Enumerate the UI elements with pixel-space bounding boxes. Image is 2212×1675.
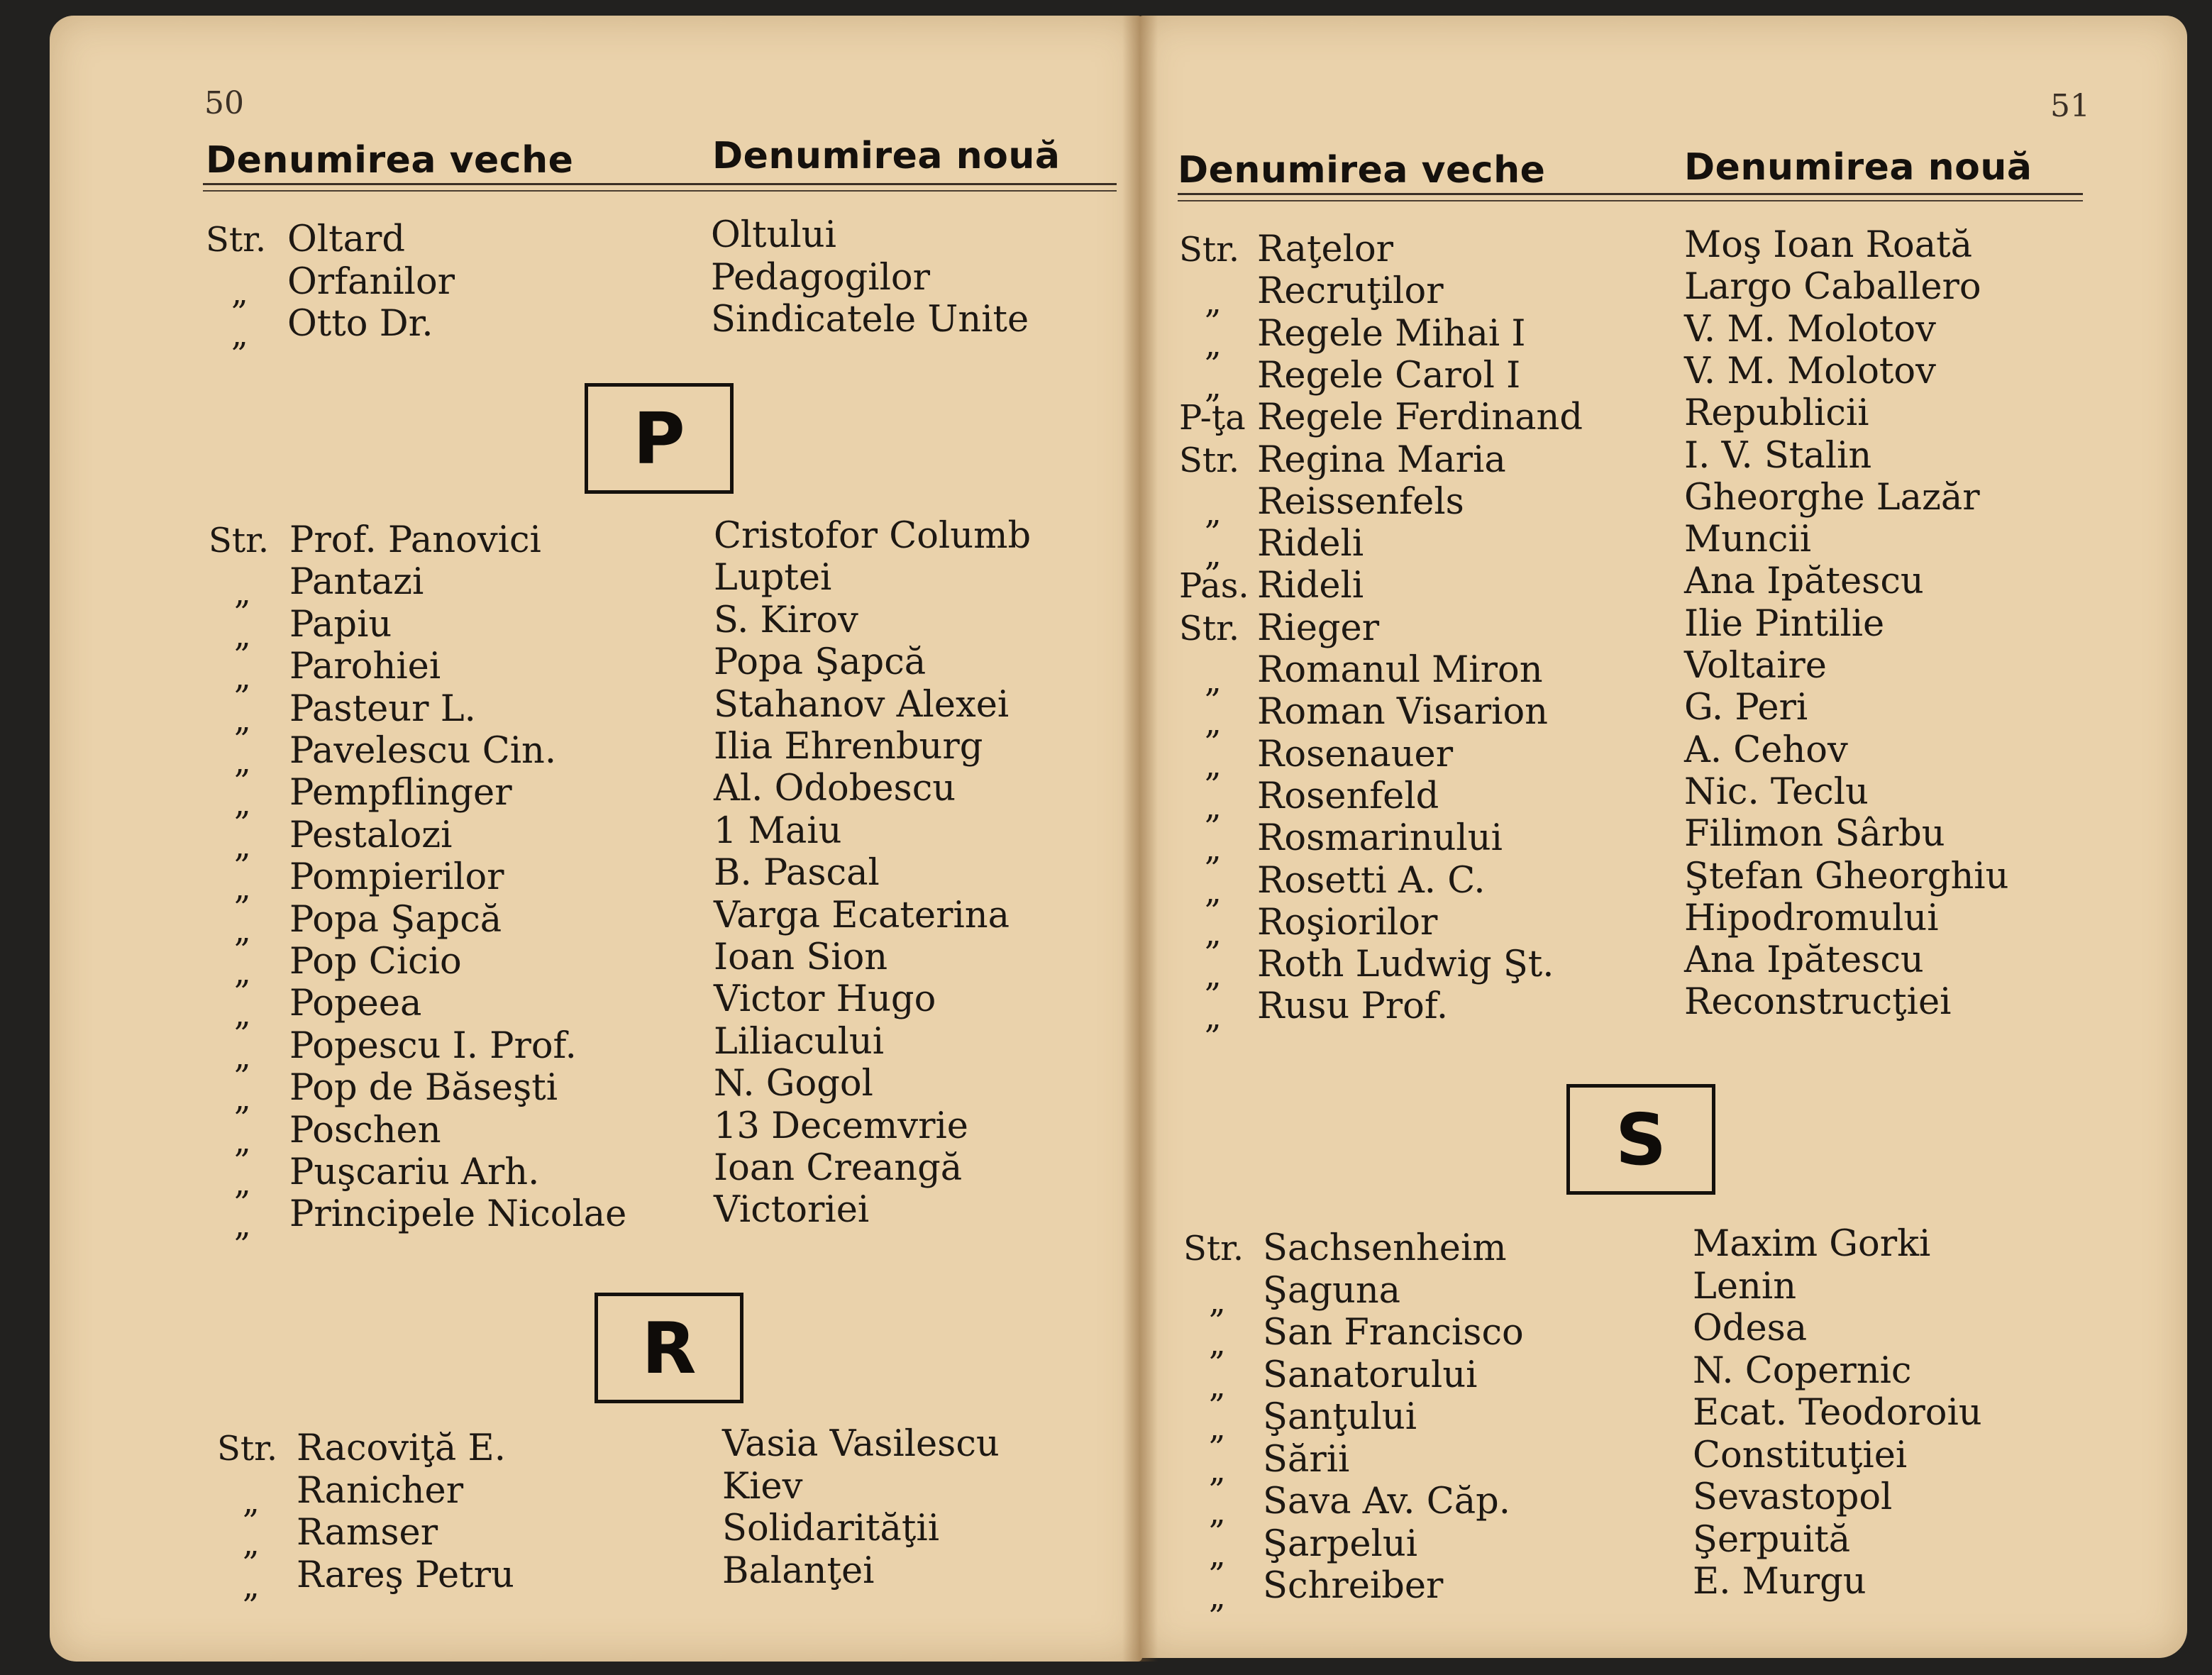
street-type-prefix: Str. — [1179, 608, 1240, 648]
old-street-name: Principele Nicolae — [289, 1193, 627, 1236]
old-street-name: Rareş Petru — [297, 1554, 514, 1596]
old-street-name: Papiu — [289, 603, 392, 646]
street-type-prefix: „ — [234, 826, 251, 865]
new-street-name: V. M. Molotov — [1684, 308, 1936, 350]
old-street-name: San Francisco — [1263, 1312, 1524, 1354]
street-type-prefix: „ — [234, 953, 251, 991]
old-street-name: Oltard — [287, 219, 406, 260]
new-street-name: Odesa — [1693, 1308, 1808, 1349]
letter-heading-p: P — [585, 383, 734, 494]
letter-heading-s: S — [1566, 1084, 1715, 1195]
old-street-name: Roşiorilor — [1257, 901, 1438, 944]
new-street-name: Moş Ioan Roată — [1684, 224, 1973, 266]
old-street-name: Pop de Băseşti — [289, 1067, 558, 1110]
old-street-name: Romanul Miron — [1257, 649, 1543, 691]
street-type-prefix: „ — [234, 995, 251, 1034]
new-street-name: Ecat. Teodoroiu — [1693, 1392, 1982, 1434]
new-street-name: Liliacului — [714, 1020, 885, 1063]
new-street-name: Al. Odobescu — [714, 768, 956, 810]
new-street-name: Victoriei — [714, 1189, 870, 1232]
new-street-name: Nic. Teclu — [1684, 770, 1869, 813]
street-type-prefix: „ — [1205, 535, 1222, 574]
new-street-name: Luptei — [714, 557, 832, 599]
street-type-prefix: „ — [1205, 282, 1222, 321]
old-street-name: Regele Ferdinand — [1257, 397, 1583, 439]
page-number-right: 51 — [2050, 88, 2090, 124]
street-type-prefix: „ — [234, 910, 251, 949]
new-street-name: Solidarităţii — [722, 1508, 940, 1549]
old-street-name: Sava Av. Căp. — [1263, 1481, 1511, 1522]
street-type-prefix: „ — [1205, 661, 1222, 700]
street-type-prefix: „ — [1205, 997, 1222, 1036]
new-street-name: Gheorghe Lazăr — [1684, 476, 1980, 519]
new-street-name: Cristofor Columb — [714, 515, 1032, 557]
old-street-name: Rideli — [1257, 565, 1364, 607]
old-street-name: Prof. Panovici — [289, 519, 541, 561]
street-type-prefix: Str. — [1179, 440, 1240, 480]
old-street-name: Racoviţă E. — [297, 1427, 506, 1469]
old-street-name: Şarpelui — [1263, 1522, 1418, 1565]
new-street-name: S. Kirov — [714, 599, 858, 641]
old-street-name: Schreiber — [1263, 1565, 1444, 1607]
street-type-prefix: „ — [243, 1566, 260, 1605]
street-type-prefix: „ — [1209, 1281, 1226, 1320]
new-street-name: Sevastopol — [1693, 1476, 1893, 1518]
street-type-prefix: „ — [1209, 1324, 1226, 1362]
old-street-name: Rosetti A. C. — [1257, 859, 1486, 902]
new-street-name: Popa Şapcă — [714, 641, 927, 684]
new-street-name: Ştefan Gheorghiu — [1684, 855, 2009, 897]
old-street-name: Pestalozi — [289, 814, 453, 856]
new-street-name: V. M. Molotov — [1684, 350, 1936, 392]
old-street-name: Roth Ludwig Şt. — [1257, 944, 1554, 986]
old-street-name: Sării — [1263, 1438, 1350, 1481]
street-type-prefix: „ — [234, 658, 251, 697]
new-street-name: B. Pascal — [714, 852, 880, 895]
new-street-name: Filimon Sârbu — [1684, 813, 1945, 856]
letter-heading-r: R — [595, 1293, 743, 1403]
old-street-name: Recruţilor — [1257, 270, 1444, 313]
left-header-rule — [203, 183, 1117, 185]
new-street-name: Ioan Sion — [714, 936, 888, 978]
new-street-name: N. Gogol — [714, 1063, 873, 1105]
new-street-name: Reconstrucţiei — [1684, 981, 1952, 1024]
old-street-name: Rosenfeld — [1257, 775, 1439, 817]
page-number-left: 50 — [204, 85, 244, 121]
street-type-prefix: „ — [234, 1036, 251, 1076]
new-street-name: Varga Ecaterina — [714, 894, 1010, 936]
street-type-prefix: „ — [234, 868, 251, 907]
new-street-name: Ana Ipătescu — [1684, 939, 1924, 982]
new-street-name: A. Cehov — [1684, 729, 1848, 771]
street-type-prefix: Pas. — [1179, 566, 1249, 607]
street-type-prefix: „ — [234, 573, 251, 612]
new-street-name: Ana Ipătescu — [1684, 560, 1924, 603]
street-type-prefix: „ — [243, 1524, 260, 1562]
new-street-name: Stahanov Alexei — [714, 683, 1010, 726]
old-street-name: Pompierilor — [289, 856, 504, 899]
street-type-prefix: „ — [243, 1481, 260, 1520]
old-street-name: Rosenauer — [1257, 733, 1454, 775]
old-street-name: Raţelor — [1257, 228, 1394, 270]
new-street-name: Maxim Gorki — [1693, 1223, 1931, 1265]
left-header-old: Denumirea veche — [206, 139, 574, 182]
old-street-name: Regele Mihai I — [1257, 312, 1526, 355]
old-street-name: Şanţului — [1263, 1396, 1417, 1438]
street-type-prefix: „ — [1205, 324, 1222, 363]
street-type-prefix: „ — [1209, 1366, 1226, 1405]
old-street-name: Regina Maria — [1257, 438, 1506, 481]
old-street-name: Pantazi — [289, 561, 424, 604]
right-header-old: Denumirea veche — [1178, 149, 1546, 192]
street-type-prefix: Str. — [1183, 1229, 1244, 1268]
street-type-prefix: „ — [1205, 829, 1222, 868]
old-street-name: Pop Cicio — [289, 941, 462, 983]
right-header-rule — [1178, 193, 2083, 195]
street-type-prefix: „ — [1205, 492, 1222, 531]
old-street-name: Puşcariu Arh. — [289, 1151, 540, 1193]
street-type-prefix: Str. — [1179, 230, 1240, 270]
old-street-name: Rieger — [1257, 607, 1380, 649]
new-street-name: E. Murgu — [1693, 1561, 1867, 1603]
street-type-prefix: „ — [1205, 787, 1222, 826]
old-street-name: Orfanilor — [287, 260, 455, 303]
street-type-prefix: „ — [1205, 871, 1222, 910]
old-street-name: Popescu I. Prof. — [289, 1024, 577, 1067]
new-street-name: G. Peri — [1684, 687, 1808, 729]
new-street-name: Voltaire — [1684, 645, 1827, 687]
street-type-prefix: „ — [1205, 956, 1222, 995]
street-type-prefix: Str. — [206, 220, 267, 260]
old-street-name: Popeea — [289, 983, 422, 1025]
old-street-name: Pempflinger — [289, 772, 512, 814]
left-header-rule-2 — [203, 190, 1117, 192]
new-street-name: Balanţei — [722, 1549, 875, 1592]
new-street-name: Sindicatele Unite — [711, 299, 1029, 341]
street-type-prefix: „ — [1205, 366, 1222, 405]
old-street-name: Rideli — [1257, 523, 1364, 565]
old-street-name: Regele Carol I — [1257, 354, 1521, 397]
new-street-name: Hipodromului — [1684, 897, 1939, 939]
street-type-prefix: „ — [234, 742, 251, 780]
street-type-prefix: „ — [1209, 1450, 1226, 1489]
street-type-prefix: „ — [234, 1163, 251, 1202]
left-header-new: Denumirea nouă — [712, 135, 1061, 177]
new-street-name: Ilia Ehrenburg — [714, 726, 983, 768]
old-street-name: Pasteur L. — [289, 687, 476, 730]
street-type-prefix: Str. — [217, 1429, 278, 1469]
street-type-prefix: „ — [234, 1079, 251, 1118]
book-gutter — [1122, 16, 1158, 1662]
old-street-name: Ramser — [297, 1512, 438, 1554]
street-type-prefix: „ — [234, 1205, 251, 1244]
old-street-name: Şaguna — [1263, 1269, 1401, 1312]
street-type-prefix: „ — [231, 272, 248, 311]
new-street-name: Victor Hugo — [714, 978, 936, 1021]
street-type-prefix: „ — [1209, 1493, 1226, 1531]
old-street-name: Parohiei — [289, 646, 441, 688]
new-street-name: I. V. Stalin — [1684, 434, 1872, 477]
new-street-name: Oltului — [711, 214, 836, 256]
new-street-name: Pedagogilor — [711, 256, 930, 299]
old-street-name: Sachsenheim — [1263, 1227, 1507, 1269]
old-street-name: Roman Visarion — [1257, 691, 1548, 734]
street-type-prefix: „ — [1209, 1408, 1226, 1447]
street-type-prefix: P-ţa — [1179, 398, 1246, 438]
new-street-name: Lenin — [1693, 1265, 1797, 1308]
right-header-new: Denumirea nouă — [1684, 146, 2033, 189]
right-header-rule-2 — [1178, 200, 2083, 201]
new-street-name: Ilie Pintilie — [1684, 602, 1885, 645]
new-street-name: N. Copernic — [1693, 1349, 1912, 1392]
street-type-prefix: „ — [234, 784, 251, 823]
new-street-name: Ioan Creangă — [714, 1147, 963, 1189]
new-street-name: Şerpuită — [1693, 1518, 1851, 1561]
street-type-prefix: „ — [234, 1121, 251, 1160]
old-street-name: Poschen — [289, 1109, 441, 1151]
new-street-name: 13 Decemvrie — [714, 1105, 968, 1147]
street-type-prefix: „ — [1205, 913, 1222, 952]
new-street-name: 1 Maiu — [714, 809, 842, 852]
old-street-name: Ranicher — [297, 1469, 464, 1512]
street-type-prefix: Str. — [209, 521, 270, 560]
new-street-name: Muncii — [1684, 519, 1812, 561]
new-street-name: Largo Caballero — [1684, 266, 1981, 309]
street-type-prefix: „ — [1209, 1535, 1226, 1574]
old-street-name: Rosmarinului — [1257, 817, 1503, 860]
new-street-name: Vasia Vasilescu — [722, 1423, 1000, 1465]
old-street-name: Rusu Prof. — [1257, 985, 1449, 1028]
old-street-name: Otto Dr. — [287, 303, 433, 345]
old-street-name: Sanatorului — [1263, 1354, 1478, 1396]
street-type-prefix: „ — [231, 315, 248, 353]
old-street-name: Popa Şapcă — [289, 898, 502, 941]
street-type-prefix: „ — [1209, 1577, 1226, 1615]
street-type-prefix: „ — [234, 700, 251, 739]
new-street-name: Republicii — [1684, 392, 1869, 435]
new-street-name: Constituţiei — [1693, 1434, 1908, 1476]
street-type-prefix: „ — [1205, 745, 1222, 784]
street-type-prefix: „ — [234, 615, 251, 654]
old-street-name: Pavelescu Cin. — [289, 730, 557, 772]
street-type-prefix: „ — [1205, 703, 1222, 742]
old-street-name: Reissenfels — [1257, 480, 1464, 523]
new-street-name: Kiev — [722, 1465, 803, 1508]
